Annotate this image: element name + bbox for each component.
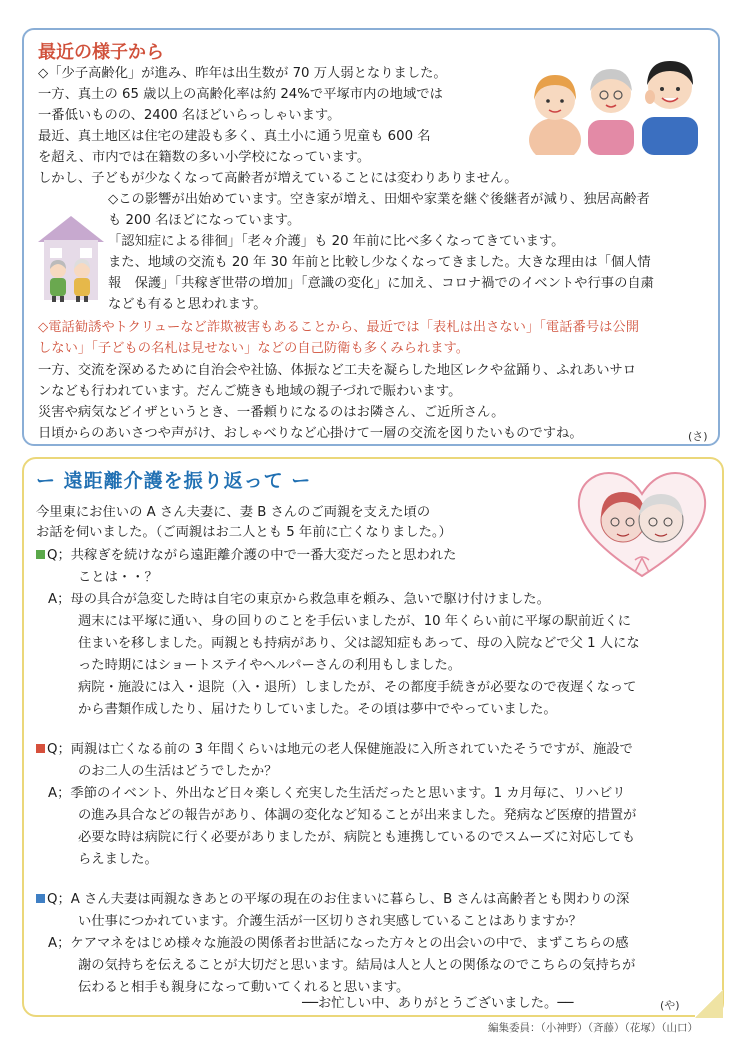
qa1-answer-line: 週末には平塚に通い、身の回りのことを手伝いましたが、10 年くらい前に平塚の駅前近くに [78, 614, 632, 629]
section1-line: 一番低いものの、2400 名ほどいらっしゃいます。 [38, 108, 341, 123]
section1-title: 最近の様子から [38, 42, 164, 63]
heart-portrait-icon [575, 468, 710, 580]
qa1-answer-line: から書類作成したり、届けたりしていました。その頃は夢中でやっていました。 [78, 702, 557, 717]
section1-closing-line: 災害や病気などイザというとき、一番頼りになるのはお隣さん、ご近所さん。 [38, 405, 505, 420]
qa3-answer-first: A；ケアマネをはじめ様々な施設の関係者お世話になった方々との出会いの中で、まずこちらの感 [48, 936, 629, 951]
section1-closing-line: ンなども行われています。だんご焼きも地域の親子づれで賑わいます。 [38, 384, 462, 399]
page-curl-decoration [695, 990, 723, 1018]
section1-line: 一方、真土の 65 歳以上の高齢化率は約 24%で平塚市内の地域では [38, 87, 443, 102]
qa2-answer-line: らえました。 [78, 852, 158, 867]
section1-line: を超え、市内では在籍数の多い小学校になっています。 [38, 150, 371, 165]
qa3-answer-line: 謝の気持ちを伝えることが大切だと思います。結局は人と人との関係なのでこちらの気持ちが [78, 958, 636, 973]
qa1-question-cont: ことは・・？ [78, 570, 158, 585]
section1-closing-line: 日頃からのあいさつや声がけ、おしゃべりなど心掛けて一層の交流を図りたいものですね。 [38, 426, 583, 441]
section2-title: ー 遠距離介護を振り返って ー [36, 470, 312, 492]
section2-intro-line: お話を伺いました。（ご両親はお二人とも 5 年前に亡くなりました。） [36, 525, 452, 540]
section1-red-line: ◇電話勧誘やトクリューなど詐欺被害もあることから、最近では「表札は出さない」「電話番号は公開 [38, 320, 640, 335]
section2-signature: (や) [660, 999, 680, 1012]
red-square-icon [36, 744, 45, 753]
section1-signature: (さ) [688, 430, 708, 443]
section1-indented-line: ◇この影響が出始めています。空き家が増え、田畑や家業を継ぐ後継者が減り、独居高齢者 [108, 192, 650, 207]
qa1-answer-line: 病院・施設には入・退院（入・退所）しましたが、その都度手続きが必要なので夜遅くなって [78, 680, 637, 695]
elderly-couple-house-icon [36, 212, 106, 304]
section2-intro-line: 今里東にお住いの A さん夫妻に、妻 B さんのご両親を支えた頃の [36, 505, 431, 520]
qa2-answer-line: 必要な時は病院に行く必要がありましたが、病院とも連携しているのでスムーズに対応しても [78, 830, 636, 845]
editors-credit: 編集委員：（小神野）（斉藤）（花塚）（山口） [488, 1022, 698, 1034]
qa3-answer-line: 伝わると相手も親身になって動いてくれると思います。 [78, 980, 410, 995]
section1-red-line: しない」「子どもの名札は見せない」などの自己防衛も多くみられます。 [38, 341, 470, 356]
qa2-answer-line: の進み具合などの報告があり、体調の変化など知ることが出来ました。発病など医療的措置が [78, 808, 637, 823]
qa2-question-cont: のお二人の生活はどうでしたか？ [78, 764, 278, 779]
section1-line: ◇「少子高齢化」が進み、昨年は出生数が 70 万人弱となりました。 [38, 66, 447, 81]
qa2-answer-first: A；季節のイベント、外出など日々楽しく充実した生活だったと思います。1 カ月毎に、リハビリ [48, 786, 626, 801]
section1-line: 最近、真土地区は住宅の建設も多く、真土小に通う児童も 600 名 [38, 129, 431, 144]
section1-indented-line: なども有ると思われます。 [108, 297, 267, 312]
qa1-answer-line: った時期にはショートステイやヘルパーさんの利用もしました。 [78, 658, 462, 673]
qa3-question: Q；A さん夫妻は両親なきあとの平塚の現在のお住まいに暮らし、B さんは高齢者とも関わりの深 [36, 891, 629, 908]
qa3-question-cont: い仕事につかれています。介護生活が一区切りされ実感していることはありますか？ [78, 914, 582, 929]
blue-square-icon [36, 894, 45, 903]
section1-indented-line: も 200 名ほどになっています。 [108, 213, 301, 228]
closing-thanks: ──お忙しい中、ありがとうございました。── [302, 996, 574, 1011]
section1-indented-line: 「認知症による徘徊」「老々介護」も 20 年前に比べ多くなってきています。 [108, 234, 565, 249]
qa1-answer-first: A；母の具合が急変した時は自宅の東京から救急車を頼み、急いで駆け付けました。 [48, 592, 550, 607]
green-square-icon [36, 550, 45, 559]
qa1-question: Q；共稼ぎを続けながら遠距離介護の中で一番大変だったと思われた [36, 547, 456, 564]
qa2-question: Q；両親は亡くなる前の 3 年間くらいは地元の老人保健施設に入所されていたそうですが、施設で [36, 741, 633, 758]
section1-indented-line: また、地域の交流も 20 年 30 年前と比較し少なくなってきました。大きな理由は「個人情 [108, 255, 651, 270]
section1-line: しかし、子どもが少なくなって高齢者が増えていることには変わりありません。 [38, 171, 518, 186]
qa1-answer-line: 住まいを移しました。両親とも持病があり、父は認知症もあって、母の入院などで父 1 人にな [78, 636, 640, 651]
section1-closing-line: 一方、交流を深めるために自治会や社協、体振など工夫を凝らした地区レクや盆踊り、ふれあいサロ [38, 363, 637, 378]
section1-indented-line: 報 保護」「共稼ぎ世帯の増加」「意識の変化」に加え、コロナ禍でのイベントや行事の自粛 [108, 276, 654, 291]
family-illustration-icon [520, 45, 710, 155]
